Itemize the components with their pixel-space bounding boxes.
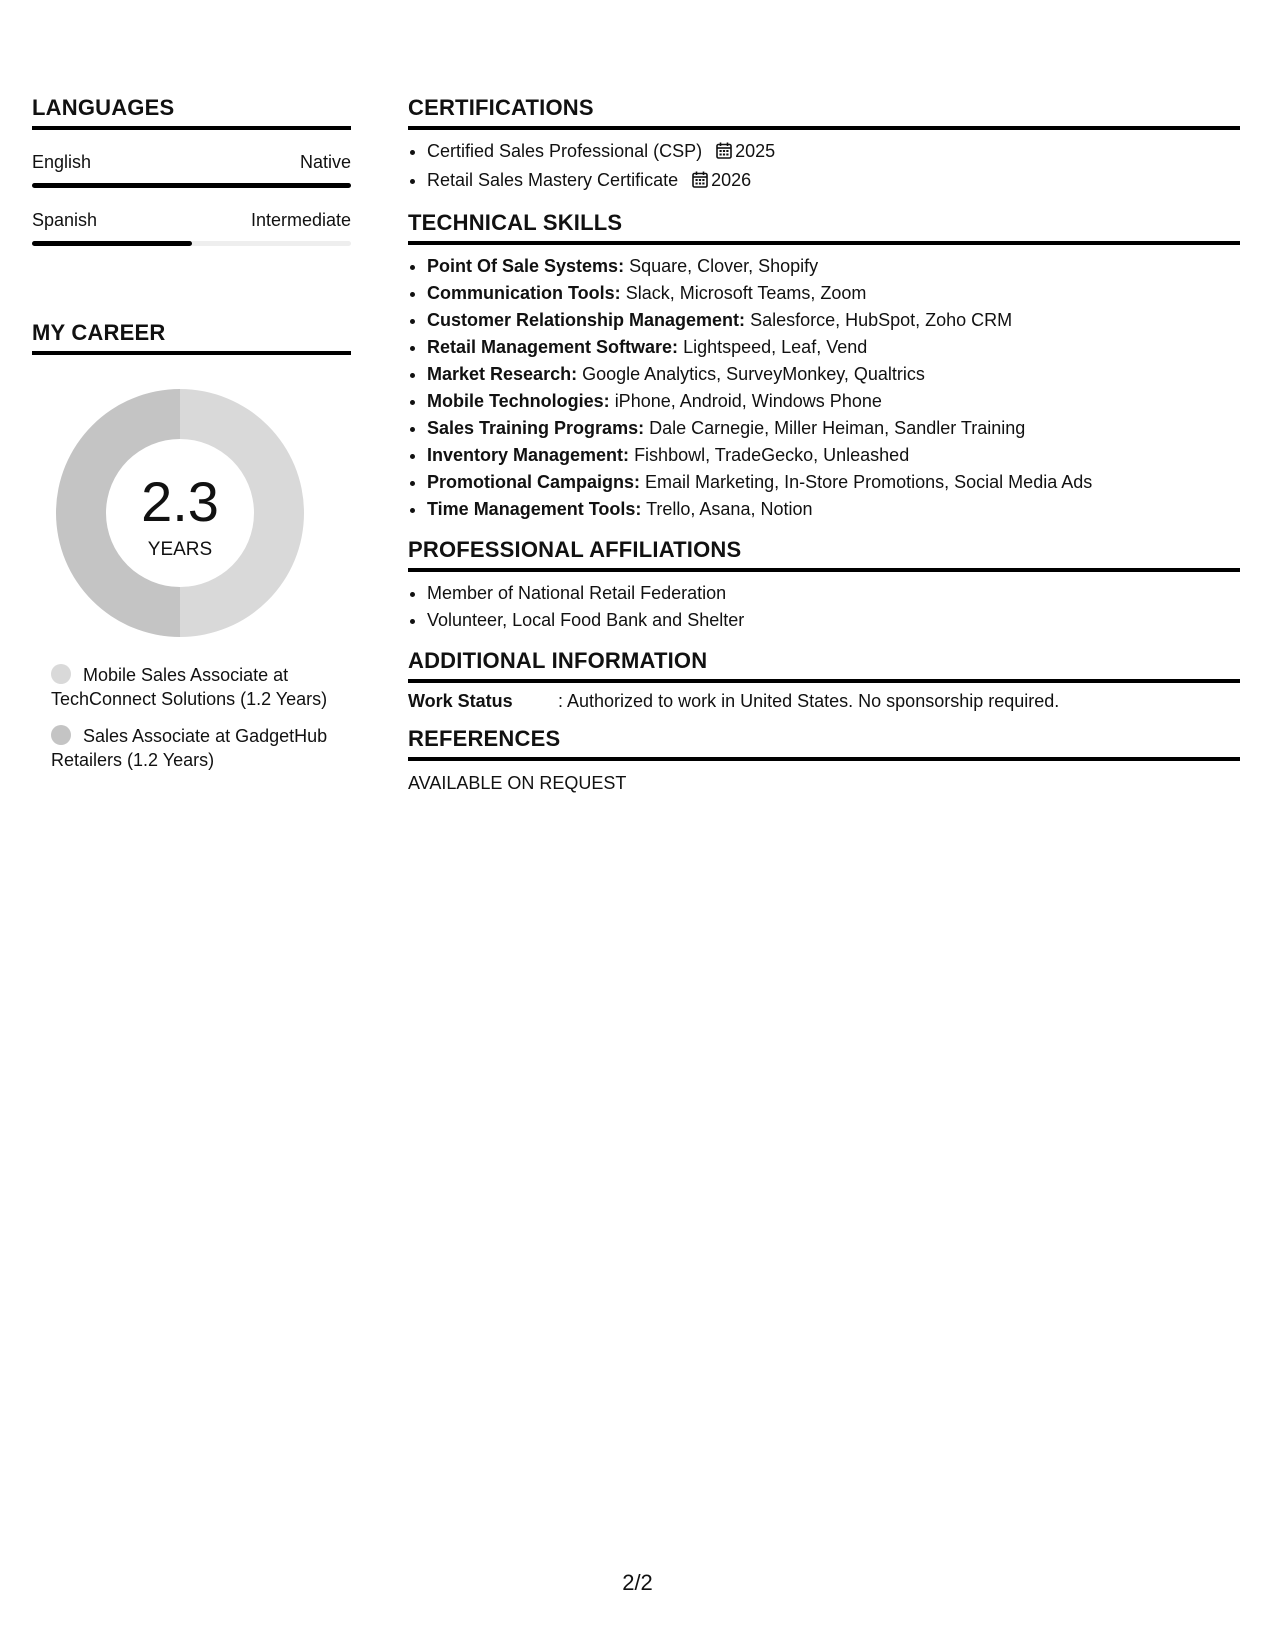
certification-year: 2025 — [735, 141, 776, 161]
work-status-label: Work Status — [408, 691, 513, 711]
language-level: Intermediate — [250, 210, 351, 230]
language-proficiency-fill — [32, 241, 192, 246]
career-legend-item — [51, 724, 331, 772]
skill-category: Retail Management Software: — [427, 337, 679, 357]
language-proficiency-bar — [32, 183, 351, 188]
certification-item — [427, 138, 1240, 167]
skill-item — [427, 496, 1240, 523]
skill-item — [427, 442, 1240, 469]
work-status-row — [408, 691, 1240, 712]
skill-values: Trello, Asana, Notion — [646, 499, 813, 519]
references-section — [408, 726, 1240, 794]
affiliations-section — [408, 537, 1240, 634]
skill-category: Time Management Tools: — [427, 499, 642, 519]
references-heading: REFERENCES — [408, 726, 1240, 761]
legend-dot — [51, 725, 71, 745]
calendar-icon — [716, 140, 732, 167]
technical-skills-section — [408, 210, 1240, 523]
language-name: Spanish — [32, 210, 98, 230]
skill-item — [427, 280, 1240, 307]
skill-category: Market Research: — [427, 364, 578, 384]
career-legend — [51, 663, 331, 772]
references-text: AVAILABLE ON REQUEST — [408, 773, 627, 793]
skill-item — [427, 469, 1240, 496]
career-donut — [56, 389, 304, 637]
calendar-icon — [692, 169, 708, 196]
affiliation-item: • Volunteer, Local Food Bank and Shelter — [427, 607, 1240, 634]
career-heading: MY CAREER — [32, 320, 351, 355]
skill-item — [427, 361, 1240, 388]
certification-item — [427, 167, 1240, 196]
skill-values: Square, Clover, Shopify — [629, 256, 819, 276]
certifications-section — [408, 95, 1240, 196]
certification-year-wrap — [692, 170, 751, 190]
additional-info-section — [408, 648, 1240, 712]
language-level: Native — [299, 152, 351, 172]
affiliation-item: • Member of National Retail Federation — [427, 580, 1240, 607]
skill-category: Communication Tools: — [427, 283, 621, 303]
career-legend-label: Sales Associate at GadgetHub Retailers (1.2 Years) — [51, 726, 328, 770]
skill-values: Slack, Microsoft Teams, Zoom — [625, 283, 867, 303]
skill-item — [427, 253, 1240, 280]
skill-values: Email Marketing, In-Store Promotions, Social Media Ads — [645, 472, 1093, 492]
page-number: 2/2 — [622, 1570, 653, 1595]
certification-name: Retail Sales Mastery Certificate — [427, 170, 679, 190]
language-row — [32, 152, 351, 173]
skill-category: Promotional Campaigns: — [427, 472, 641, 492]
additional-info-heading: ADDITIONAL INFORMATION — [408, 648, 1240, 683]
certification-name: Certified Sales Professional (CSP) — [427, 141, 703, 161]
skill-values: Salesforce, HubSpot, Zoho CRM — [750, 310, 1013, 330]
affiliations-heading: PROFESSIONAL AFFILIATIONS — [408, 537, 1240, 572]
language-proficiency-fill — [32, 183, 351, 188]
left-column — [32, 95, 351, 785]
language-row — [32, 210, 351, 231]
skill-item — [427, 334, 1240, 361]
certification-year: 2026 — [711, 170, 752, 190]
right-column — [408, 95, 1240, 794]
career-total-years: 2.3 — [141, 470, 219, 533]
skill-category: Customer Relationship Management: — [427, 310, 746, 330]
skill-category: Sales Training Programs: — [427, 418, 645, 438]
skill-values: iPhone, Android, Windows Phone — [614, 391, 882, 411]
certifications-heading: CERTIFICATIONS — [408, 95, 1240, 130]
career-years-unit: YEARS — [147, 539, 213, 560]
skill-category: Mobile Technologies: — [427, 391, 610, 411]
work-status-value: : Authorized to work in United States. No sponsorship required. — [558, 691, 1060, 711]
skill-item — [427, 415, 1240, 442]
skill-item — [427, 388, 1240, 415]
certification-year-wrap — [716, 141, 775, 161]
career-legend-label: Mobile Sales Associate at TechConnect Solutions (1.2 Years) — [51, 665, 328, 709]
skill-category: Point Of Sale Systems: — [427, 256, 625, 276]
skill-values: Dale Carnegie, Miller Heiman, Sandler Training — [649, 418, 1026, 438]
certifications-list — [408, 138, 1240, 196]
skill-values: Google Analytics, SurveyMonkey, Qualtrics — [582, 364, 925, 384]
skill-values: Lightspeed, Leaf, Vend — [683, 337, 868, 357]
skill-item — [427, 307, 1240, 334]
affiliations-list — [408, 580, 1240, 634]
technical-skills-heading: TECHNICAL SKILLS — [408, 210, 1240, 245]
technical-skills-list — [408, 253, 1240, 523]
languages-list — [32, 152, 351, 246]
legend-dot — [51, 664, 71, 684]
language-name: English — [32, 152, 92, 172]
career-legend-item — [51, 663, 331, 711]
languages-heading: LANGUAGES — [32, 95, 351, 130]
skill-values: Fishbowl, TradeGecko, Unleashed — [634, 445, 910, 465]
language-proficiency-bar — [32, 241, 351, 246]
skill-category: Inventory Management: — [427, 445, 630, 465]
